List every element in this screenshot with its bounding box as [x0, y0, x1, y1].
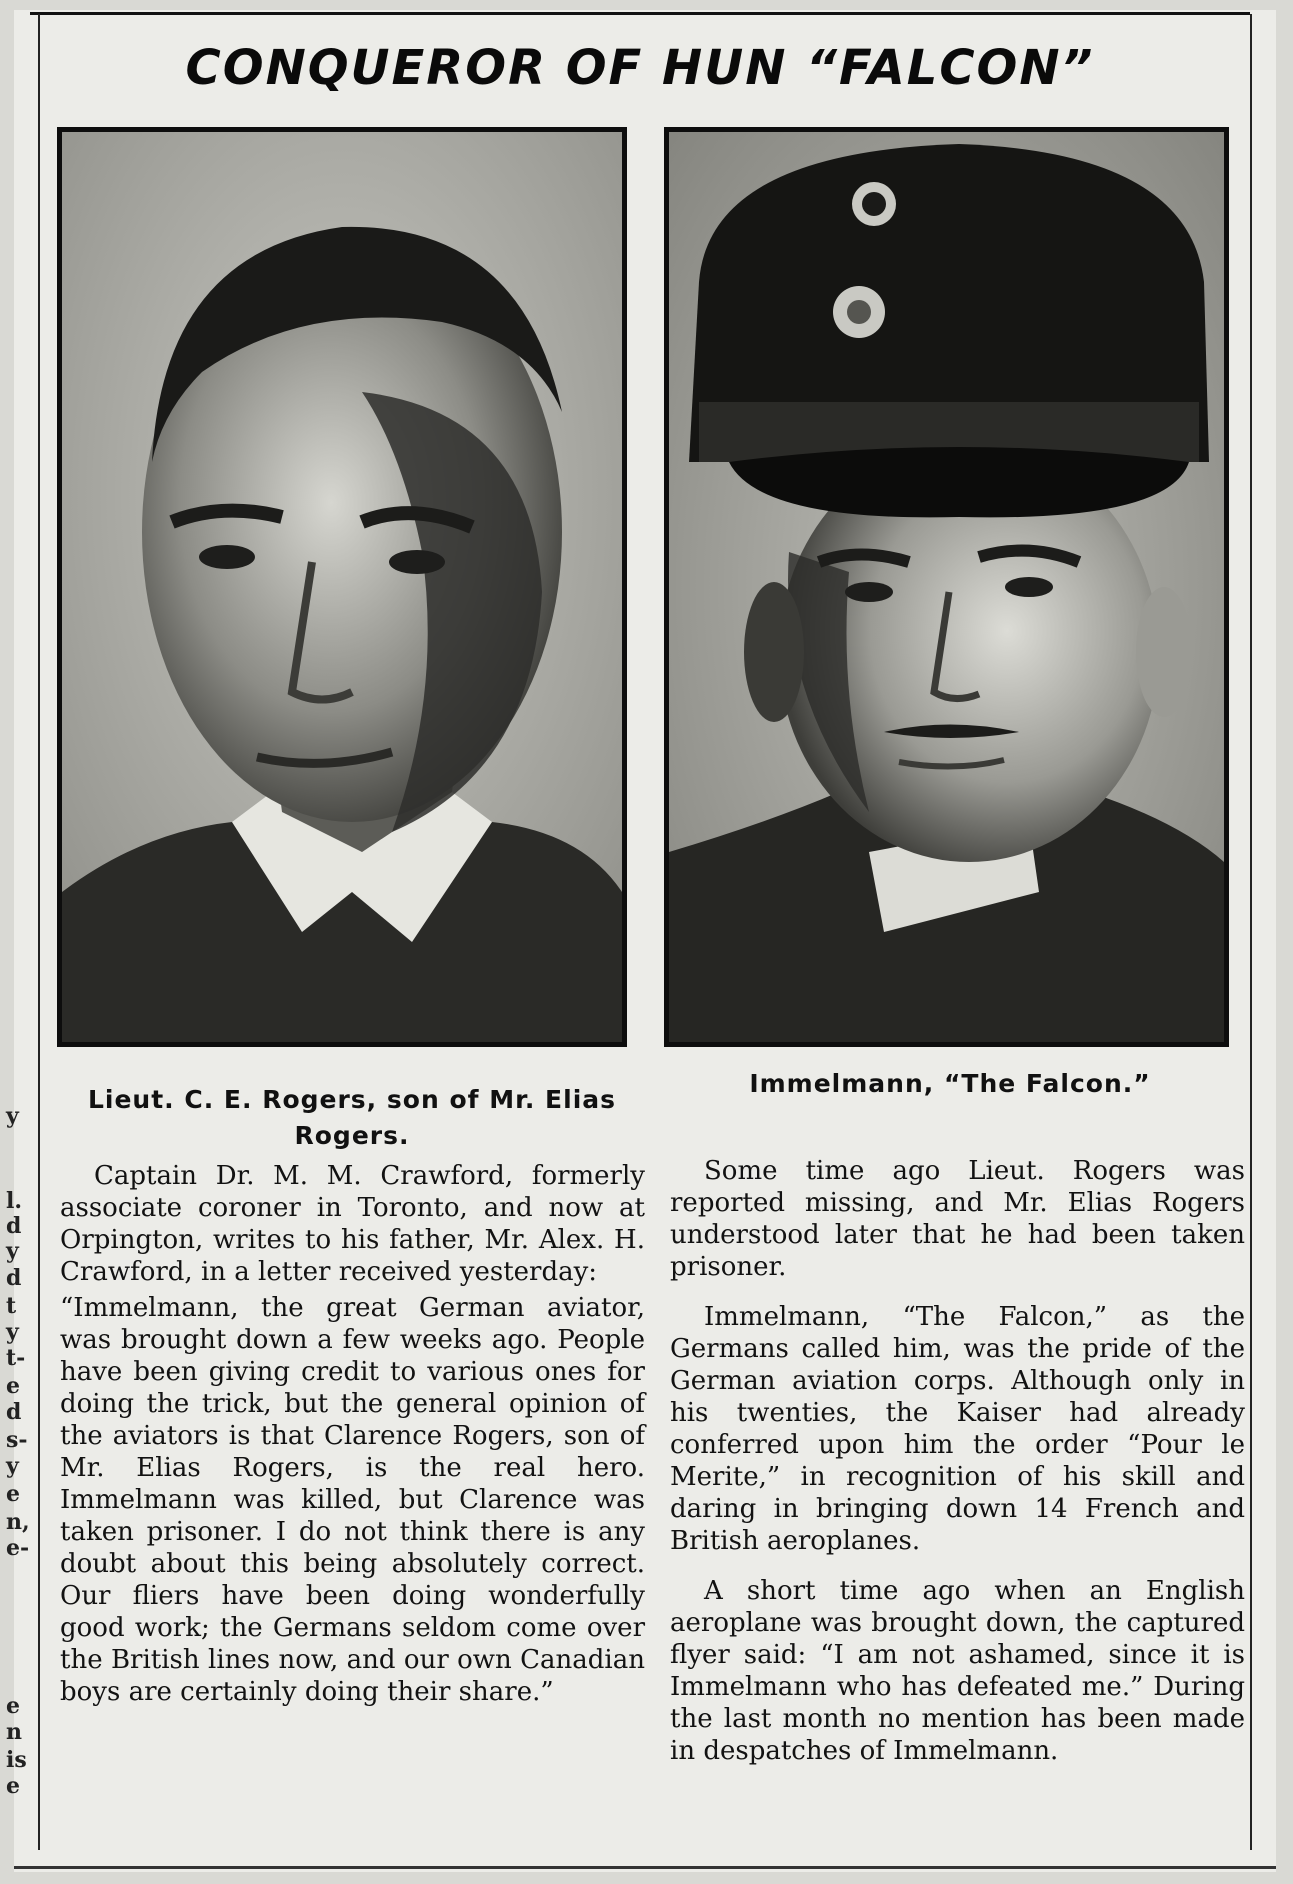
- paragraph-quote: “Immelmann, the great German aviator, was brought down a few weeks ago. People have been giving credit to various ones for doing the trick, but the general opinion of the aviators is that Clarence Rogers, son of Mr. Elias Rogers, is the real hero. Immelmann was killed, but Clarence was taken prisoner. I do not think there is any doubt about this being absolutely correct. Our fliers have been doing wonderfully good work; the Germans seldom come over the British lines now, and our own Canadian boys are certainly doing their share.”: [60, 1293, 645, 1707]
- paragraph: Immelmann, “The Falcon,” as the Germans called him, was the pride of the German aviation corps. Although only in his twenties, the Kaiser had already conferred upon him the order “Pour le Merite,” in recognition of his skill and daring in bringing down 14 French and British aeroplanes.: [670, 1302, 1245, 1556]
- top-rule: [30, 12, 1250, 15]
- paragraph: Some time ago Lieut. Rogers was reported missing, and Mr. Elias Rogers understood later that he had been taken prisoner.: [670, 1156, 1245, 1282]
- margin-fragment: t-: [6, 1345, 26, 1371]
- margin-fragment: l.: [6, 1188, 23, 1214]
- caption-immelmann: Immelmann, “The Falcon.”: [749, 1069, 1151, 1098]
- margin-fragment: d: [6, 1213, 22, 1239]
- margin-fragment: e: [6, 1481, 20, 1507]
- margin-fragment: e: [6, 1373, 20, 1399]
- margin-fragment: e-: [6, 1535, 30, 1561]
- margin-fragment: d: [6, 1265, 22, 1291]
- margin-fragment: y: [6, 1453, 19, 1479]
- article-column-right: [670, 1155, 1245, 1785]
- margin-fragment: n: [6, 1719, 22, 1745]
- portrait-immelmann: [664, 127, 1229, 1047]
- headline: CONQUEROR OF HUN “FALCON”: [185, 40, 1095, 96]
- margin-fragment: e: [6, 1773, 20, 1799]
- margin-fragment: y: [6, 1238, 19, 1264]
- column-rule-left: [38, 14, 40, 1850]
- bottom-rule: [14, 1866, 1276, 1869]
- margin-fragment: t: [6, 1293, 17, 1319]
- margin-fragment: e: [6, 1693, 20, 1719]
- portrait-rogers: [57, 127, 627, 1047]
- margin-fragment: y: [6, 1319, 19, 1345]
- margin-fragment: n,: [6, 1509, 30, 1535]
- margin-fragment: is: [6, 1747, 27, 1773]
- margin-fragment: s-: [6, 1427, 28, 1453]
- article-column-left: [60, 1160, 645, 1726]
- margin-fragment: d: [6, 1399, 22, 1425]
- margin-fragment: y: [6, 1103, 19, 1129]
- column-rule-right: [1250, 14, 1252, 1850]
- paragraph: Captain Dr. M. M. Crawford, formerly associate coroner in Toronto, and now at Orpington, writes to his father, Mr. Alex. H. Crawford, in a letter received yesterday:: [60, 1161, 645, 1287]
- caption-rogers: Lieut. C. E. Rogers, son of Mr. Elias Rogers.: [87, 1085, 617, 1150]
- paragraph: A short time ago when an English aeroplane was brought down, the captured flyer said: “I am not ashamed, since it is Immelmann who has defeated me.” During the last month no mention has been made in despatches of Immelmann.: [670, 1576, 1245, 1766]
